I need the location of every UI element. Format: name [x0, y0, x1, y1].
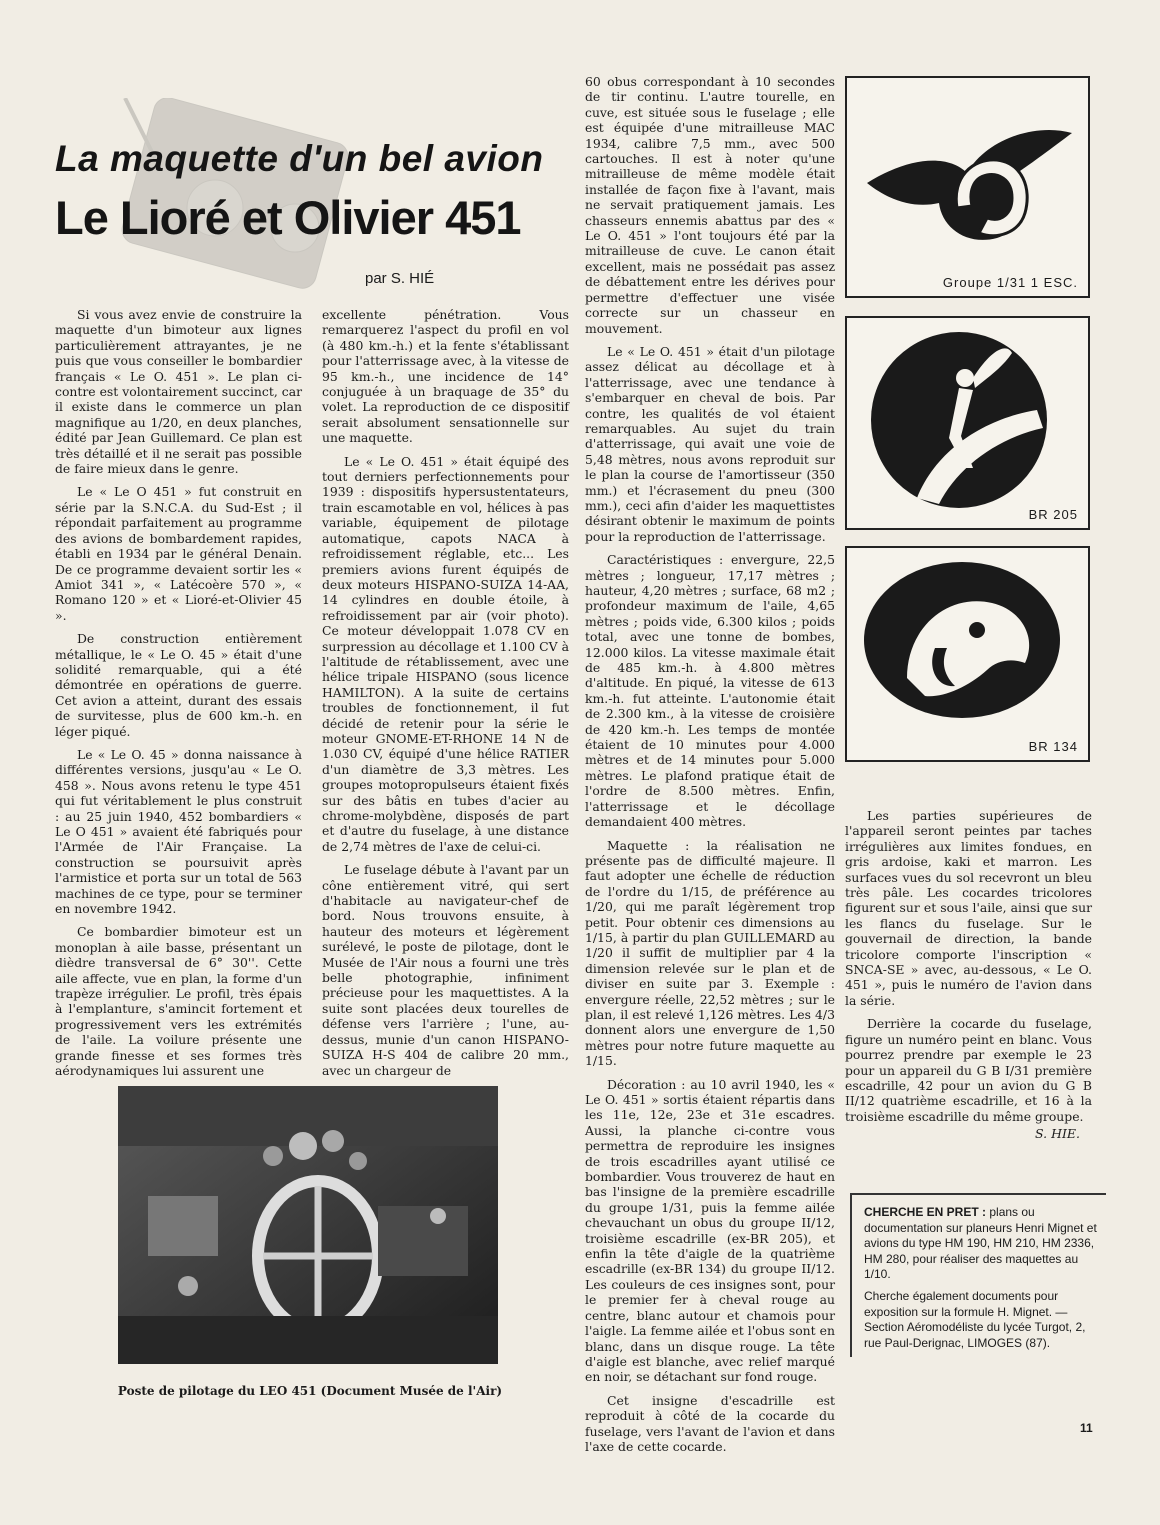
paragraph: excellente pénétration. Vous remarquerez l'aspect du profil en vol (à 480 km.-h.) et la fente s'établissant pour l'atterrissage avec, à la vitesse de 95 km.-h., une incidence de 14° conjuguée à un braquage de 35° du volet. La reproduction de ce dispositif serait absolument sensationnelle sur une maquette. [322, 307, 569, 446]
paragraph: Maquette : la réalisation ne présente pas de difficulté majeure. Il faut adopter une échelle de réduction de l'ordre du 1/15, de préférence au 1/20, qui me paraît légèrement trop petit. Pour obtenir ces dimensions au 1/15, à partir du plan GUILLEMARD au 1/20 il suffit de multiplier par 4 la dimension relevée sur le plan et de diviser en suite par 3. Exemple : envergure réelle, 22,52 mètres ; sur le plan, il est relevé 1,126 mètres. Les 4/3 donnent alors une envergure de 1,50 mètres pour notre future maquette au 1/15. [585, 837, 835, 1069]
notice-text-2: Cherche également documents pour exposition sur la formule H. Mignet. — Section Aéromodéliste du lycée Turgot, 2, rue Paul-Derignac, LIMOGES (87). [864, 1288, 1086, 1350]
paragraph: Derrière la cocarde du fuselage, figure un numéro peint en blanc. Vous pourrez prendre par exemple le 23 pour un appareil du G B I/31 première escadrille, 42 pour un avion du G B II/12 quatrième escadrille, et 16 à la troisième escadrille du même groupe. [845, 1016, 1092, 1124]
insignia-box-1 [845, 76, 1090, 298]
column-1 [55, 307, 302, 1087]
insignia-box-2 [845, 316, 1090, 530]
cockpit-photo [118, 1086, 498, 1364]
paragraph: Les parties supérieures de l'appareil seront peintes par taches irrégulières aux limites fondues, en gris ardoise, kaki et marron. Les surfaces vues du sol recevront un bleu très pâle. Les cocardes tricolores figurent sur et sous l'aile, ainsi que sur les flancs du fuselage. Sur le gouvernail de direction, la bande tricolore comporte l'inscription « SNCA-SE » avec, au-dessous, « Le O. 451 », puis le numéro de l'avion dans la série. [845, 808, 1092, 1008]
author-signature: S. HIE. [1035, 1126, 1081, 1141]
paragraph: Ce bombardier bimoteur est un monoplan à aile basse, présentant un dièdre transversal de 6° 30''. Cette aile affecte, vue en plan, la forme d'un trapèze irrégulier. Le profil, très épais à l'emplanture, s'amincit fortement et progressivement vers les extrémités de l'aile. La voilure présente une grande finesse et ses formes très aérodynamiques lui assurent une [55, 924, 302, 1079]
insignia-label: BR 205 [1028, 507, 1078, 522]
notice-box [850, 1193, 1106, 1357]
paragraph: De construction entièrement métallique, le « Le O. 45 » était d'une solidité remarquable, qui a été démontrée en opérations de guerre. Cet avion a atteint, durant des essais de survitesse, plus de 600 km.-h. en léger piqué. [55, 631, 302, 739]
byline: par S. HIÉ [365, 270, 435, 287]
article-title: Le Lioré et Olivier 451 [55, 191, 521, 244]
winged-woman-shell-icon [847, 318, 1088, 528]
paragraph: Caractéristiques : envergure, 22,5 mètres ; longueur, 17,17 mètres ; hauteur, 4,20 mètres ; surface, 68 m2 ; profondeur maximum de l'aile, 4,65 mètres ; poids vide, 6.300 kilos ; poids total, avec une tonne de bombes, 12.000 kilos. La vitesse maximale était de 485 km.-h. à 4.800 mètres d'altitude. En piqué, la vitesse de 613 km.-h. fut atteinte. L'autonomie était de 2.300 km., à la vitesse de croisière de 420 km.-h. Les temps de montée étaient de 10 minutes pour 4.000 mètres et de 14 minutes pour 5.000 mètres. Le plafond pratique était de l'ordre de 8.500 mètres. Enfin, l'atterrissage et le décollage demandaient 400 mètres. [585, 552, 835, 830]
column-4 [845, 808, 1092, 1132]
paragraph: Cet insigne d'escadrille est reproduit à côté de la cocarde du fuselage, vers l'avant de l'avion et dans l'axe de cette cocarde. [585, 1392, 835, 1454]
insignia-box-3 [845, 546, 1090, 762]
paragraph: Le « Le O. 45 » donna naissance à différentes versions, jusqu'au « Le O. 458 ». Nous avons retenu le type 451 qui fut véritablement le plus construit : au 25 juin 1940, 452 bombardiers « Le O 451 » avaient été fabriqués pour l'Armée de l'Air Française. La construction se poursuivit après l'armistice et porta sur un total de 563 machines de ce type, pour se terminer en novembre 1942. [55, 746, 302, 917]
notice-heading: CHERCHE EN PRET : [864, 1205, 987, 1219]
page-number: 11 [1080, 1421, 1093, 1435]
notice-paragraph [864, 1205, 1106, 1283]
cockpit-photo-illustration [118, 1086, 498, 1364]
paragraph: Décoration : au 10 avril 1940, les « Le O. 451 » sortis étaient répartis dans les 11e, 12e, 23e et 31e escadres. Aussi, la planche ci-contre vous permettra de reproduire les insignes de trois escadrilles ayant utilisé ce bombardier. Vous trouverez de haut en bas l'insigne de la première escadrille du groupe 1/31, puis la femme ailée chevauchant un obus du groupe II/12, troisième escadrille (ex-BR 205), et enfin la tête d'aigle de la quatrième escadrille (ex-BR 134) du groupe II/12. Les couleurs de ces insignes sont, pour le premier fer à cheval rouge au centre, blanc autour et chamois pour l'aigle. La femme ailée et l'obus sont en blanc, dans un disque rouge. La tête d'aigle est blanche, avec relief marqué en noir, se détachant sur fond rouge. [585, 1076, 835, 1385]
paragraph: Le « Le O. 451 » était équipé des tout derniers perfectionnements pour 1939 : dispositifs hypersustentateurs, train escamotable en vol, hélices à pas variable, équipement de pilotage automatique, capots NACA à refroidissement réglable, etc... Les premiers avions furent équipés de deux moteurs HISPANO-SUIZA 14-AA, 14 cylindres en double étoile, à refroidissement par air (voir photo). Ce moteur développait 1.078 CV en surpression au décollage et 1.100 CV à l'altitude de rétablissement, avec une hélice tripale HISPANO (sous licence HAMILTON). A la suite de certains troubles de fonctionnement, il fut décidé de retenir pour la série le moteur GNOME-ET-RHONE 14 N de 1.030 CV, équipé d'une hélice RATIER d'un diamètre de 3,3 mètres. Les groupes motopropulseurs étaient fixés sur des bâtis en tubes d'acier au chrome-molybdène, disposés de part et d'autre du fuselage, à une distance de 2,74 mètres de l'axe de celui-ci. [322, 453, 569, 854]
eagle-head-icon [847, 548, 1088, 760]
insignia-label: Groupe 1/31 1 ESC. [942, 275, 1078, 290]
column-2 [322, 307, 569, 1086]
paragraph: Le « Le O 451 » fut construit en série par la S.N.C.A. du Sud-Est ; il répondait parfaitement au programme des avions de bombardement rapides, établi en 1934 par le général Denain. De ce programme devaient sortir les « Amiot 341 », « Latécoère 570 », « Romano 120 » et « Lioré-et-Olivier 45 ». [55, 484, 302, 623]
column-3 [585, 74, 835, 1462]
paragraph: Le « Le O. 451 » était d'un pilotage assez délicat au décollage et à l'atterrissage, avec une tendance à s'embarquer en cheval de bois. Par contre, les qualités de vol étaient remarquables. Au sujet du train d'atterrissage, qui avait une voie de 5,48 mètres, nous avons reproduit sur le plan la course de l'amortisseur (350 mm.) et l'écrasement du pneu (300 mm.), ceci afin d'aider les maquettistes désirant obtenir le maximum de points pour la reproduction de l'atterrissage. [585, 343, 835, 544]
insignia-label: BR 134 [1028, 739, 1078, 754]
paragraph: Si vous avez envie de construire la maquette d'un bimoteur aux lignes particulièrement attrayantes, je ne puis que vous conseiller le bombardier français « Le O. 451 ». Le plan ci-contre est volontairement succinct, car il existe dans le commerce un plan magnifique au 1/20, en deux planches, édité par Jean Guillemard. Ce plan est très détaillé et il ne serait pas possible de faire mieux dans le genre. [55, 307, 302, 477]
article-kicker: La maquette d'un bel avion [55, 138, 544, 179]
paragraph: 60 obus correspondant à 10 secondes de tir continu. L'autre tourelle, en cuve, est située sous le fuselage ; elle est équipée d'une mitrailleuse MAC 1934, calibre 7,5 mm., avec 500 cartouches. Il est à noter qu'une mitrailleuse de même modèle était installée de façon fixe à l'avant, mais ne servait pratiquement jamais. Les chasseurs ennemis abattus par des « Le O. 451 » l'ont toujours été par la mitrailleuse de cuve. Le canon était excellent, mais ne possédait pas assez de débattement entre les dérives pour permettre d'effectuer une visée correcte sur un chasseur en mouvement. [585, 74, 835, 336]
notice-text: plans ou documentation sur planeurs Henri Mignet et avions du type HM 190, HM 210, HM 2336, HM 280, pour réaliser des maquettes au 1/10. [864, 1205, 1097, 1282]
paragraph: Le fuselage débute à l'avant par un cône entièrement vitré, qui sert d'habitacle au navigateur-chef de bord. Nous trouvons ensuite, à hauteur des moteurs et légèrement surélevé, le poste de pilotage, dont le Musée de l'Air nous a fourni une très belle photographie, infiniment précieuse pour les maquettistes. A la suite sont placées deux tourelles de défense vers l'arrière ; l'une, au-dessus, munie d'un canon HISPANO-SUIZA H-S 404 de calibre 20 mm., avec un chargeur de [322, 862, 569, 1078]
horseshoe-wings-icon [847, 78, 1088, 296]
photo-caption: Poste de pilotage du LEO 451 (Document Musée de l'Air) [117, 1384, 503, 1398]
